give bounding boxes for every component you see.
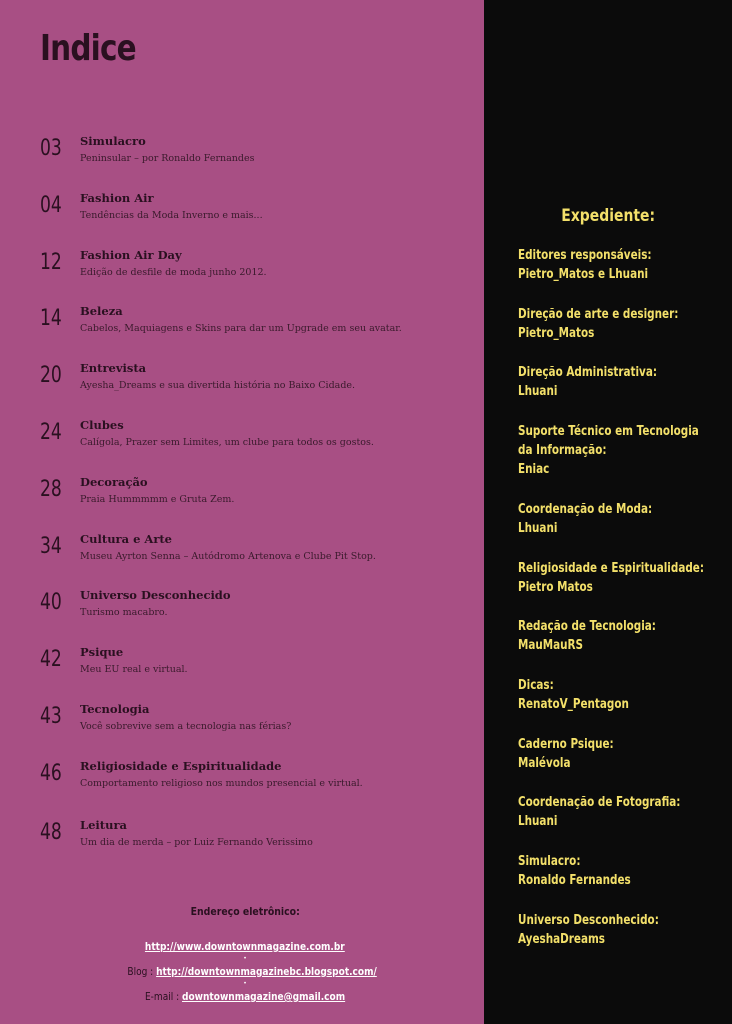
staff-entry xyxy=(518,852,728,890)
section-description: Um dia de merda – por Luiz Fernando Verissimo xyxy=(80,836,313,848)
blog-label: Blog : xyxy=(127,965,157,978)
section-title: Entrevista xyxy=(80,361,147,376)
section-description: Praia Hummmmm e Gruta Zem. xyxy=(80,493,235,505)
contact-footer xyxy=(100,905,390,1006)
section-description: Meu EU real e virtual. xyxy=(80,664,188,676)
page-number: 46 xyxy=(40,760,62,786)
section-title: Clubes xyxy=(80,418,124,432)
separator-dot: • xyxy=(243,980,247,987)
staff-name: Ronaldo Fernandes xyxy=(518,873,631,888)
staff-role: Direção Administrativa: xyxy=(518,365,657,380)
staff-entry xyxy=(518,676,728,714)
toc-entry[interactable] xyxy=(0,134,484,182)
toc-entry[interactable] xyxy=(0,248,484,296)
section-title: Cultura e Arte xyxy=(80,531,172,546)
page-number: 03 xyxy=(40,136,62,161)
contact-heading: Endereço eletrônico: xyxy=(190,905,300,918)
section-description: Comportamento religioso nos mundos presencial e virtual. xyxy=(80,777,363,789)
toc-entry[interactable] xyxy=(0,702,484,750)
section-description: Turismo macabro. xyxy=(80,607,168,619)
staff-entry xyxy=(518,735,728,773)
page-number: 43 xyxy=(40,704,62,729)
toc-entry[interactable] xyxy=(0,361,484,409)
staff-role: Universo Desconhecido: xyxy=(518,913,659,928)
section-title: Fashion Air xyxy=(80,190,154,205)
section-description: Cabelos, Maquiagens e Skins para dar um Upgrade em seu avatar. xyxy=(80,323,402,335)
staff-role: Caderno Psique: xyxy=(518,737,614,752)
page-number: 04 xyxy=(40,192,62,218)
blog-link[interactable]: http://downtownmagazinebc.blogspot.com/ xyxy=(156,965,377,978)
page-number: 20 xyxy=(40,363,62,389)
staff-entry xyxy=(518,617,728,655)
staff-entry xyxy=(518,793,728,831)
staff-name: MauMauRS xyxy=(518,638,584,653)
staff-entry xyxy=(518,500,728,538)
section-title: Religiosidade e Espiritualidade xyxy=(80,758,282,773)
page-title: Indice xyxy=(40,28,136,69)
section-description: Você sobrevive sem a tecnologia nas férias? xyxy=(80,721,292,732)
staff-entry xyxy=(518,422,728,479)
staff-name: Lhuani xyxy=(518,814,558,829)
section-description: Edição de desfile de moda junho 2012. xyxy=(80,266,267,278)
toc-entry[interactable] xyxy=(0,759,484,807)
section-title: Beleza xyxy=(80,304,123,319)
staff-role: Simulacro: xyxy=(518,854,581,869)
staff-name: Pietro_Matos e Lhuani xyxy=(518,267,649,282)
page-number: 14 xyxy=(40,306,62,332)
section-title: Fashion Air Day xyxy=(80,247,182,262)
section-description: Ayesha_Dreams e sua divertida história no Baixo Cidade. xyxy=(80,380,356,392)
expediente-heading xyxy=(484,206,732,226)
page-number: 40 xyxy=(40,590,62,616)
staff-role: Dicas: xyxy=(518,678,554,693)
toc-entry[interactable] xyxy=(0,475,484,523)
page-number: 34 xyxy=(40,533,62,559)
section-title: Psique xyxy=(80,645,124,660)
email-label: E-mail : xyxy=(144,990,182,1003)
page-number: 48 xyxy=(40,819,62,845)
expediente-heading-text: Expediente: xyxy=(561,206,655,226)
staff-role: Suporte Técnico em Tecnologia xyxy=(518,424,699,439)
staff-name: Pietro_Matos xyxy=(518,326,595,341)
section-title: Tecnologia xyxy=(80,702,150,716)
toc-entry[interactable] xyxy=(0,645,484,693)
staff-role: Coordenação de Fotografia: xyxy=(518,795,681,810)
staff-role: Direção de arte e designer: xyxy=(518,307,679,322)
staff-entry xyxy=(518,305,728,343)
separator-dot: • xyxy=(243,955,247,962)
staff-entry xyxy=(518,246,728,284)
staff-role: Religiosidade e Espiritualidade: xyxy=(518,561,704,576)
staff-role: Editores responsáveis: xyxy=(518,248,652,263)
staff-role: Redação de Tecnologia: xyxy=(518,619,656,634)
page-number: 42 xyxy=(40,647,62,673)
email-link[interactable]: downtownmagazine@gmail.com xyxy=(181,990,346,1003)
staff-name: Pietro Matos xyxy=(518,580,593,595)
staff-entry xyxy=(518,911,728,949)
staff-name: Eniac xyxy=(518,462,550,477)
staff-entry xyxy=(518,363,728,401)
staff-name: Malévola xyxy=(518,756,571,771)
toc-entry[interactable] xyxy=(0,418,484,466)
staff-role: da Informação: xyxy=(518,443,607,458)
section-title: Leitura xyxy=(80,817,127,832)
staff-name: AyeshaDreams xyxy=(518,932,605,947)
toc-entry[interactable] xyxy=(0,532,484,580)
staff-name: Lhuani xyxy=(518,384,558,399)
toc-entry[interactable] xyxy=(0,818,484,866)
section-title: Simulacro xyxy=(80,134,146,148)
toc-entry[interactable] xyxy=(0,304,484,352)
section-description: Calígola, Prazer sem Limites, um clube para todos os gostos. xyxy=(80,437,374,448)
section-title: Universo Desconhecido xyxy=(80,588,231,603)
page-number: 12 xyxy=(40,249,62,275)
staff-name: Lhuani xyxy=(518,521,558,536)
site-link[interactable]: http://www.downtownmagazine.com.br xyxy=(145,940,345,953)
section-description: Museu Ayrton Senna – Autódromo Artenova e Clube Pit Stop. xyxy=(80,550,376,562)
section-title: Decoração xyxy=(80,474,148,489)
staff-entry xyxy=(518,559,728,597)
staff-name: RenatoV_Pentagon xyxy=(518,697,629,712)
section-description: Peninsular – por Ronaldo Fernandes xyxy=(80,153,255,164)
toc-entry[interactable] xyxy=(0,588,484,636)
toc-entry[interactable] xyxy=(0,191,484,239)
page-number: 28 xyxy=(40,476,62,502)
page-number: 24 xyxy=(40,420,62,445)
section-description: Tendências da Moda Inverno e mais... xyxy=(80,209,263,221)
staff-role: Coordenação de Moda: xyxy=(518,502,653,517)
